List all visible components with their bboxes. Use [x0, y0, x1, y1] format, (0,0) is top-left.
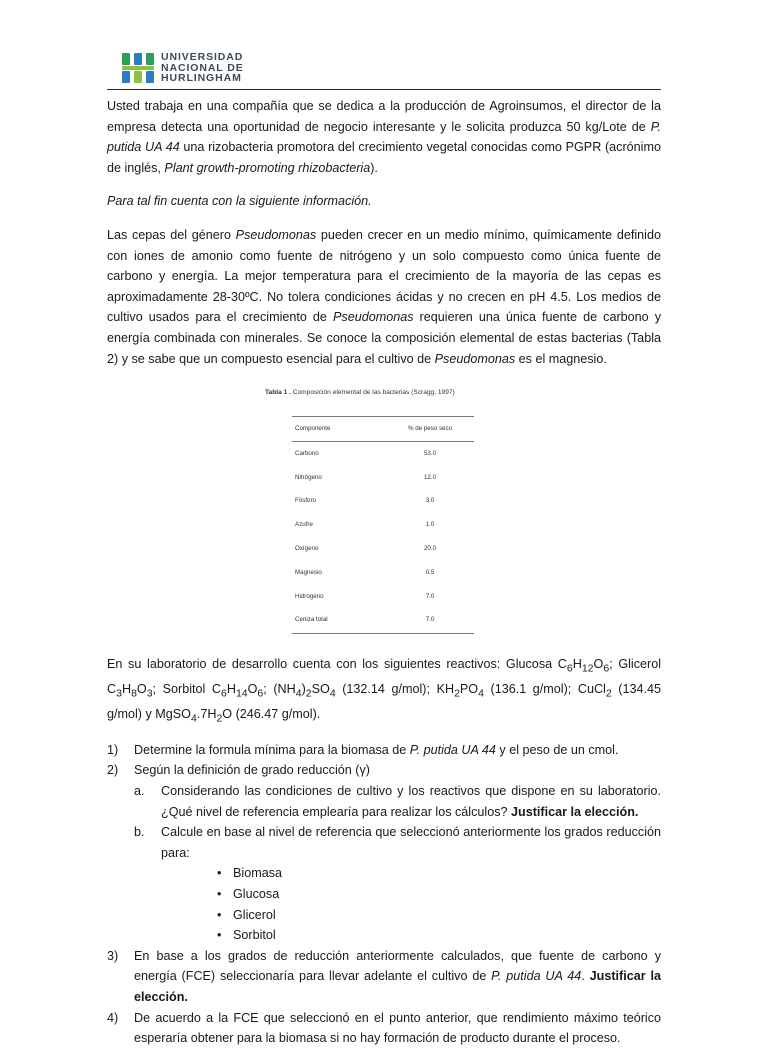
- table-row: Ceniza total 7.0: [292, 609, 474, 633]
- question-1: 1) Determine la formula mínima para la biomasa de P. putida UA 44 y el peso de un cmol.: [107, 742, 619, 757]
- list-item: • Biomasa: [217, 863, 661, 884]
- university-name: [161, 52, 244, 84]
- list-item: • Glicerol: [217, 905, 661, 926]
- university-logo-icon: [121, 52, 155, 84]
- table-row: Azufre 1.0: [295, 521, 435, 529]
- questions-list: [107, 740, 661, 1049]
- reagents-paragraph: En su laboratorio de desarrollo cuenta con los siguientes reactivos: Glucosa $C_6H_{12}O_6$; Glicerol $C_3H_8O_3$; Sorbitol $C_6H_{14}O_6$; $(NH_4)_2SO_4$ (132.14 g/mol); $KH_2PO_4$ (136.1 g/mol); CuCl$_2$ (134.45 g/mol) y $MgSO_4.7H_2O$ (246.47 g/mol).: [107, 656, 662, 725]
- logo-line-3: HURLINGHAM: [161, 72, 242, 85]
- question-2: 2) Según la definición de grado reducción (γ) a. Considerando las condiciones de cultivo y los reactivos que dispone en su laboratorio. ¿Qué nivel de referencia emplearía para realizar los cálculos? Justificar la elección. b. Calcule en base al nivel de referencia que seleccionó anteriormente los grados reducción para: • Biomasa • Glucosa • Glicerol • Sorbitol: [107, 760, 661, 945]
- question-4: 4) De acuerdo a la FCE que seleccionó en el punto anterior, que rendimiento máximo teórico esperaría obtener para la biomasa si no hay formación de producto durante el proceso.: [107, 1010, 661, 1046]
- pseudomonas-paragraph: Las cepas del género Pseudomonas pueden crecer en un medio mínimo, químicamente definido con iones de amonio como fuente de nitrógeno y un solo compuesto como única fuente de carbono y energía. La mejor temperatura para el crecimiento de la mayoría de las cepas es aproximadamente 28-30ºC. No tolera condiciones ácidas y no crecen en pH 4.5. Los medios de cultivo usados para el crecimiento de Pseudomonas requieren una única fuente de carbono y energía combinada con minerales. Se conoce la composición elemental de estas bacterias (Tabla 2) y se sabe que un compuesto esencial para el cultivo de Pseudomonas es el magnesio.: [107, 227, 661, 366]
- logo-line-2: NACIONAL DE: [161, 61, 244, 74]
- table-caption: Tabla 1 . Composición elemental de las bacterias (Scragg, 1997): [265, 389, 455, 397]
- list-item: • Glucosa: [217, 884, 661, 905]
- question-2b: b. Calcule en base al nivel de referencia que seleccionó anteriormente los grados reducción para: • Biomasa • Glucosa • Glicerol • Sorbitol: [134, 822, 661, 946]
- table-row: Nitrógeno 12.0: [295, 473, 437, 481]
- question-2-sublist: [134, 781, 661, 946]
- table-row: Fósforo 3.0: [295, 497, 435, 505]
- table-row: Carbono 53.0: [295, 449, 437, 457]
- table-row: Hidrógeno 7.0: [295, 592, 435, 600]
- substrate-bullets: [161, 863, 661, 945]
- col-header-percent: % de peso seco: [386, 416, 474, 442]
- col-header-component: Componente: [292, 416, 386, 442]
- intro-paragraph: Usted trabaja en una compañía que se dedica a la producción de Agroinsumos, el director de la empresa detecta una oportunidad de negocio interesante y le solicita produzca 50 kg/Lote de P. putida UA 44 una rizobacteria promotora del crecimiento vegetal conocidas como PGPR (acrónimo de inglés, Plant growth-promoting rhizobacteria).: [107, 99, 661, 175]
- university-header: [121, 48, 244, 88]
- composition-table: [292, 416, 474, 634]
- header-divider: [107, 89, 661, 90]
- question-2a: a. Considerando las condiciones de cultivo y los reactivos que dispone en su laboratorio. ¿Qué nivel de referencia emplearía para realizar los cálculos? Justificar la elección.: [134, 784, 661, 819]
- list-item: • Sorbitol: [217, 925, 661, 946]
- logo-line-1: UNIVERSIDAD: [161, 51, 244, 64]
- document-body: [107, 96, 661, 1049]
- composition-table-figure: [265, 383, 475, 633]
- table-row: Magnesio 0.5: [295, 568, 435, 576]
- table-row: Oxígeno 20.0: [295, 545, 437, 553]
- question-3: 3) En base a los grados de reducción anteriormente calculados, que fuente de carbono y energía (FCE) seleccionaría para llevar adelante el cultivo de P. putida UA 44. Justificar la elección.: [107, 948, 661, 1005]
- info-heading: Para tal fin cuenta con la siguiente información.: [107, 194, 372, 209]
